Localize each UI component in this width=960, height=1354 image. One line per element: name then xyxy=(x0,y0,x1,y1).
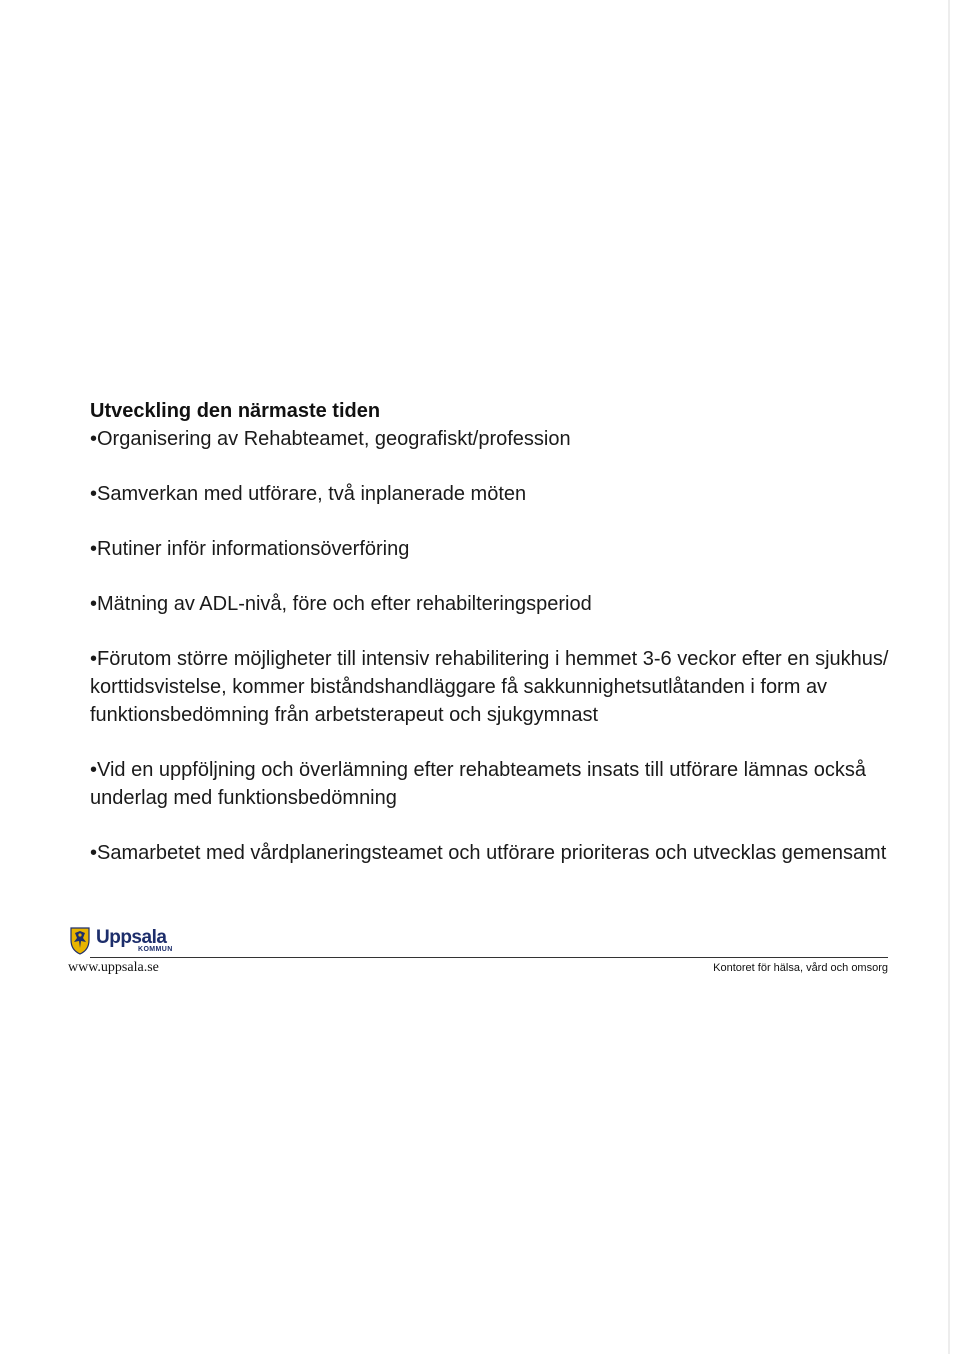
bullet-item xyxy=(90,645,890,729)
bullet-marker: • xyxy=(90,538,98,560)
bullet-marker: • xyxy=(90,483,98,505)
bullet-item xyxy=(90,590,890,618)
bullet-item xyxy=(90,756,890,812)
bullet-item xyxy=(90,535,890,563)
bullet-marker: • xyxy=(90,648,98,670)
logo-wordmark: Uppsala xyxy=(96,927,167,948)
bullet-text: Samverkan med utförare, två inplanerade möten xyxy=(97,483,527,505)
bullet-text: Organisering av Rehabteamet, geografiskt/profession xyxy=(97,428,571,450)
slide-content xyxy=(90,397,890,867)
uppsala-crest-icon xyxy=(68,926,92,956)
bullet-marker: • xyxy=(90,759,98,781)
page-edge xyxy=(948,0,950,1354)
bullet-marker: • xyxy=(90,593,98,615)
page-footer xyxy=(68,922,888,982)
bullet-marker: • xyxy=(90,842,98,864)
bullet-marker: • xyxy=(90,428,98,450)
footer-divider xyxy=(90,957,888,958)
bullet-text: Rutiner inför informationsöverföring xyxy=(97,538,410,560)
bullet-text: Samarbetet med vårdplaneringsteamet och utförare prioriteras och utvecklas gemensamt xyxy=(97,842,887,864)
bullet-item xyxy=(90,839,890,867)
footer-url: www.uppsala.se xyxy=(68,960,159,975)
slide-heading: Utveckling den närmaste tiden xyxy=(90,400,381,422)
bullet-item xyxy=(90,480,890,508)
logo-subtitle: KOMMUN xyxy=(138,946,173,953)
bullet-item xyxy=(90,425,890,453)
bullet-text: Förutom större möjligheter till intensiv rehabilitering i hemmet 3-6 veckor efter en sjukhus/ korttidsvistelse, kommer biståndshandläggare få sakkunnighetsutlåtanden i form av funktionsbedömning från arbetsterapeut och sjukgymnast xyxy=(90,648,889,726)
bullet-text: Vid en uppföljning och överlämning efter rehabteamets insats till utförare lämnas också underlag med funktionsbedömning xyxy=(90,759,866,809)
footer-office-name: Kontoret för hälsa, vård och omsorg xyxy=(713,962,888,974)
bullet-text: Mätning av ADL-nivå, före och efter rehabilteringsperiod xyxy=(97,593,592,615)
